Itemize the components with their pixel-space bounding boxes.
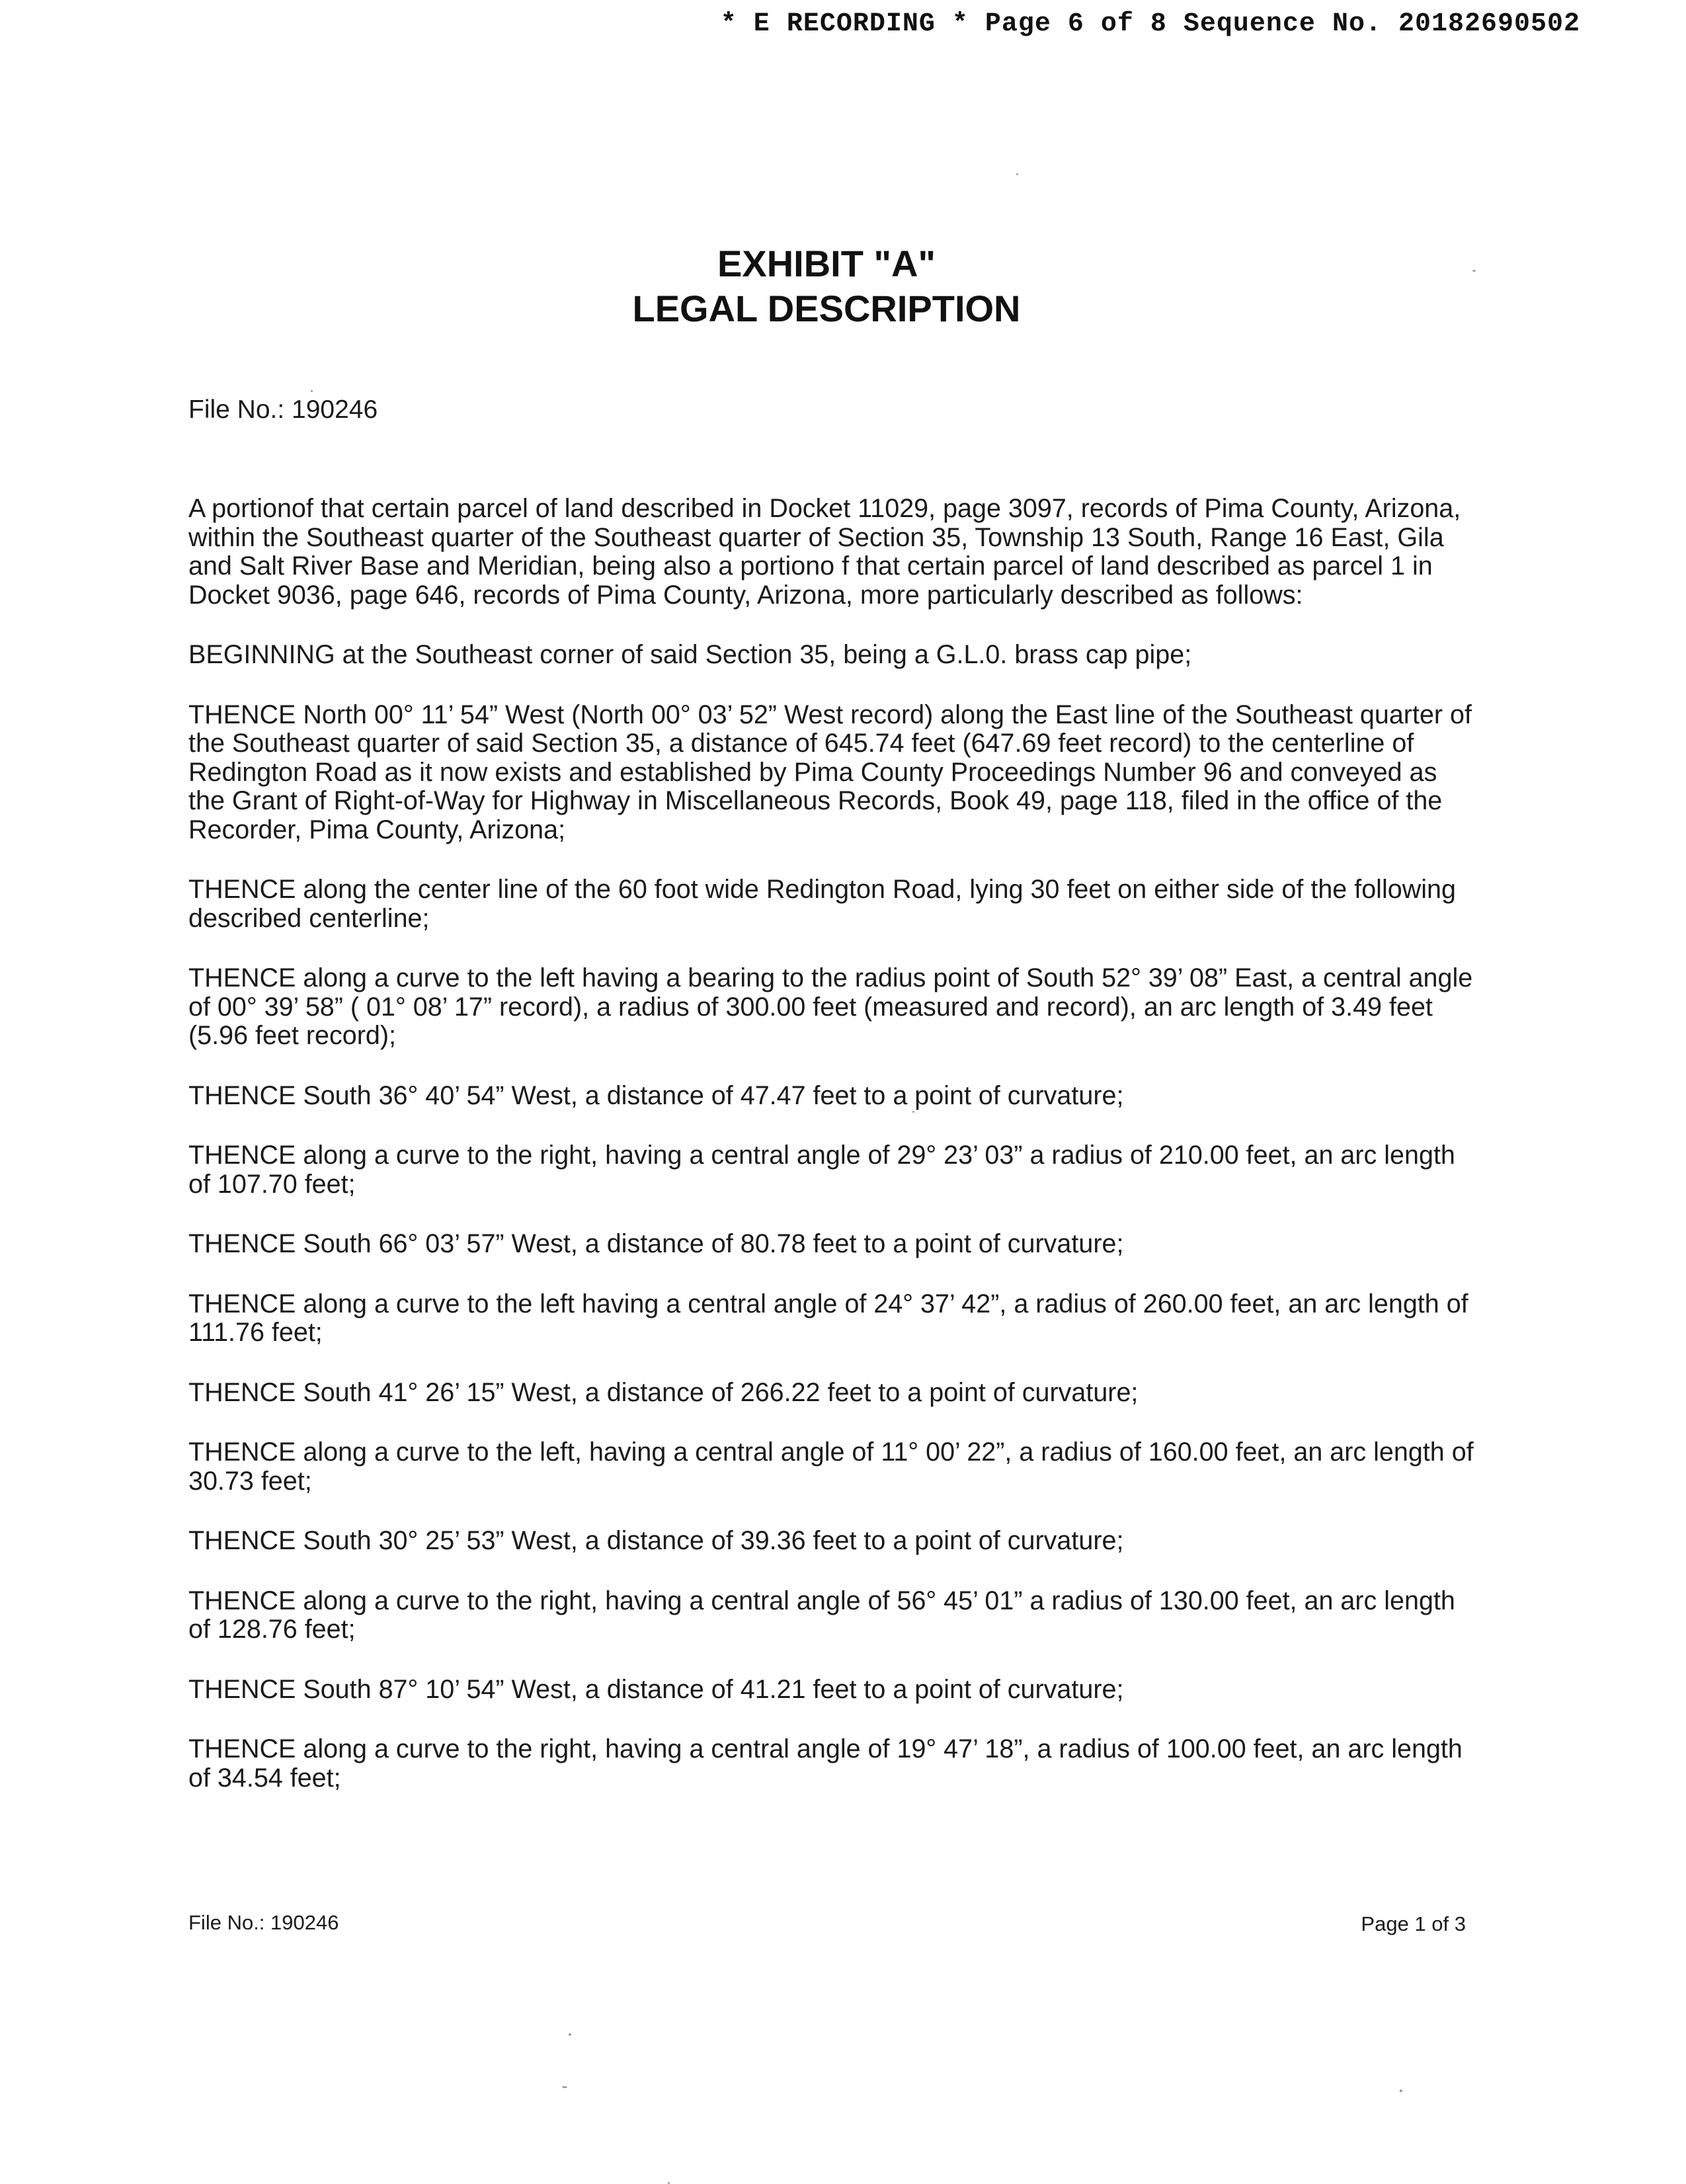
- scan-speck: [311, 390, 313, 392]
- paragraph-intro: A portionof that certain parcel of land described in Docket 11029, page 3097, records of Pima County, Arizona, within the Southeast quarter of the Southeast quarter of Section 35, Township 13 South, Range 16 East, Gila and Salt River Base and Meridian, being also a portiono f that certain parcel of land described as parcel 1 in Docket 9036, page 646, records of Pima County, Arizona, more particularly described as follows:: [188, 494, 1461, 610]
- file-number: File No.: 190246: [188, 395, 378, 424]
- scan-speck: [1472, 270, 1476, 272]
- paragraph-course: THENCE South 66° 03’ 57” West, a distance of 80.78 feet to a point of curvature;: [188, 1229, 1124, 1258]
- scan-speck: [562, 2086, 567, 2088]
- paragraph-course: THENCE along a curve to the left, having a central angle of 11° 00’ 22”, a radius of 160.00 feet, an arc length of 30.73 feet;: [188, 1437, 1474, 1496]
- paragraph-course: THENCE along a curve to the left having a central angle of 24° 37’ 42”, a radius of 260.00 feet, an arc length of 111.76 feet;: [188, 1289, 1468, 1347]
- paragraph-course: THENCE along a curve to the right, having a central angle of 19° 47’ 18”, a radius of 100.00 feet, an arc length of 34.54 feet;: [188, 1734, 1463, 1793]
- recording-stamp: * E RECORDING * Page 6 of 8 Sequence No. 20182690502: [720, 9, 1580, 39]
- footer-page-number: Page 1 of 3: [1361, 1912, 1466, 1935]
- scan-speck: [1016, 173, 1018, 175]
- exhibit-title: [0, 241, 1653, 331]
- paragraph-course: THENCE South 41° 26’ 15” West, a distance of 266.22 feet to a point of curvature;: [188, 1377, 1139, 1407]
- paragraph-beginning: BEGINNING at the Southeast corner of said Section 35, being a G.L.0. brass cap pipe;: [188, 640, 1192, 669]
- legal-description-body: [188, 495, 1478, 1824]
- paragraph-course: THENCE North 00° 11’ 54” West (North 00° 03’ 52” West record) along the East line of the Southeast quarter of the Southeast quarter of said Section 35, a distance of 645.74 feet (647.69 feet record) to the centerline of Redington Road as it now exists and established by Pima County Proceedings Number 96 and conveyed as the Grant of Right-of-Way for Highway in Miscellaneous Records, Book 49, page 118, filed in the office of the Recorder, Pima County, Arizona;: [188, 700, 1472, 844]
- legal-description-title-line: LEGAL DESCRIPTION: [632, 288, 1021, 329]
- scan-speck: [569, 2033, 571, 2036]
- scan-speck: [912, 1111, 914, 1113]
- paragraph-course: THENCE South 87° 10’ 54” West, a distance of 41.21 feet to a point of curvature;: [188, 1674, 1124, 1704]
- paragraph-course: THENCE along a curve to the right, having a central angle of 56° 45’ 01” a radius of 130.00 feet, an arc length of 128.76 feet;: [188, 1586, 1455, 1644]
- paragraph-course: THENCE South 36° 40’ 54” West, a distance of 47.47 feet to a point of curvature;: [188, 1080, 1124, 1110]
- exhibit-title-line: EXHIBIT "A": [717, 243, 936, 284]
- paragraph-course: THENCE along the center line of the 60 foot wide Redington Road, lying 30 feet on either side of the following described centerline;: [188, 875, 1456, 933]
- paragraph-course: THENCE along a curve to the right, having a central angle of 29° 23’ 03” a radius of 210.00 feet, an arc length of 107.70 feet;: [188, 1141, 1455, 1199]
- footer-file-number: File No.: 190246: [188, 1911, 339, 1934]
- scan-speck: [1400, 2089, 1402, 2092]
- paragraph-course: THENCE South 30° 25’ 53” West, a distance of 39.36 feet to a point of curvature;: [188, 1526, 1124, 1555]
- paragraph-course: THENCE along a curve to the left having a bearing to the radius point of South 52° 39’ 08” East, a central angle of 00° 39’ 58” ( 01° 08’ 17” record), a radius of 300.00 feet (measured and record), an arc length of 3.49 feet (5.96 feet record);: [188, 963, 1473, 1050]
